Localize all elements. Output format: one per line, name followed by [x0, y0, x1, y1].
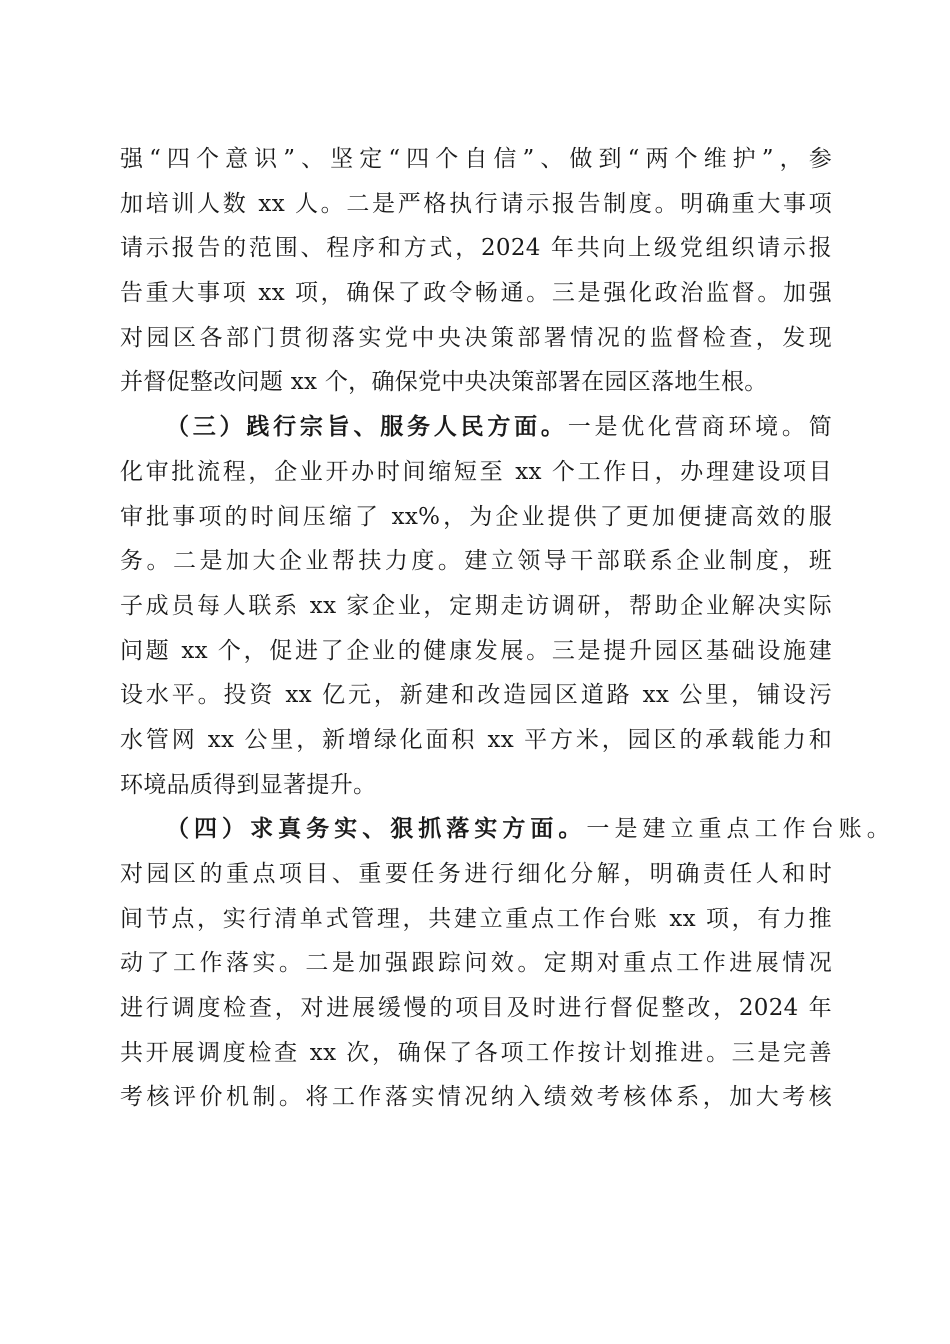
text-line: 共开展调度检查 xx 次，确保了各项工作按计划推进。三是完善: [120, 1039, 832, 1066]
text-line: [120, 405, 832, 450]
text-line: 务。二是加大企业帮扶力度。建立领导干部联系企业制度，班: [120, 548, 832, 575]
text-line: 水管网 xx 公里，新增绿化面积 xx 平方米，园区的承载能力和: [120, 726, 832, 753]
text-run: 一是优化营商环境。简: [567, 414, 833, 441]
text-line: 请示报告的范围、程序和方式，2024 年共向上级党组织请示报: [120, 235, 832, 262]
section-heading: （四）求真务实、狠抓落实方面。: [166, 815, 587, 843]
text-line: 对园区的重点项目、重要任务进行细化分解，明确责任人和时: [120, 861, 832, 887]
text-line: 对园区各部门贯彻落实党中央决策部署情况的监督检查，发现: [120, 324, 832, 351]
text-line: 进行调度检查，对进展缓慢的项目及时进行督促整改，2024 年: [120, 995, 832, 1022]
text-line: 动了工作落实。二是加强跟踪问效。定期对重点工作进展情况: [120, 950, 832, 977]
text-line: 间节点，实行清单式管理，共建立重点工作台账 xx 项，有力推: [120, 905, 832, 932]
text-line: 考核评价机制。将工作落实情况纳入绩效考核体系，加大考核: [120, 1084, 832, 1111]
text-line: 问题 xx 个，促进了企业的健康发展。三是提升园区基础设施建: [120, 637, 832, 664]
text-line: 加培训人数 xx 人。二是严格执行请示报告制度。明确重大事项: [120, 190, 832, 217]
text-line: 并督促整改问题 xx 个，确保党中央决策部署在园区落地生根。: [120, 369, 768, 396]
text-line: 审批事项的时间压缩了 xx%，为企业提供了更加便捷高效的服: [120, 503, 832, 530]
text-run: 一是建立重点工作台账。: [586, 816, 890, 843]
text-line: 子成员每人联系 xx 家企业，定期走访调研，帮助企业解决实际: [120, 592, 832, 619]
paragraph-serve-people: [120, 405, 832, 807]
text-line: [120, 807, 890, 852]
paragraph-political-supervision: [120, 137, 832, 405]
text-line: 化审批流程，企业开办时间缩短至 xx 个工作日，办理建设项目: [120, 458, 832, 485]
text-line: 环境品质得到显著提升。: [120, 771, 377, 798]
text-line: 告重大事项 xx 项，确保了政令畅通。三是强化政治监督。加强: [120, 280, 832, 307]
section-heading: （三）践行宗旨、服务人民方面。: [166, 413, 568, 441]
text-line: 强“四个意识”、坚定“四个自信”、做到“两个维护”，参: [120, 146, 832, 172]
paragraph-practical-implementation: [120, 807, 890, 1120]
text-line: 设水平。投资 xx 亿元，新建和改造园区道路 xx 公里，铺设污: [120, 682, 832, 709]
body-text: [120, 137, 890, 1120]
